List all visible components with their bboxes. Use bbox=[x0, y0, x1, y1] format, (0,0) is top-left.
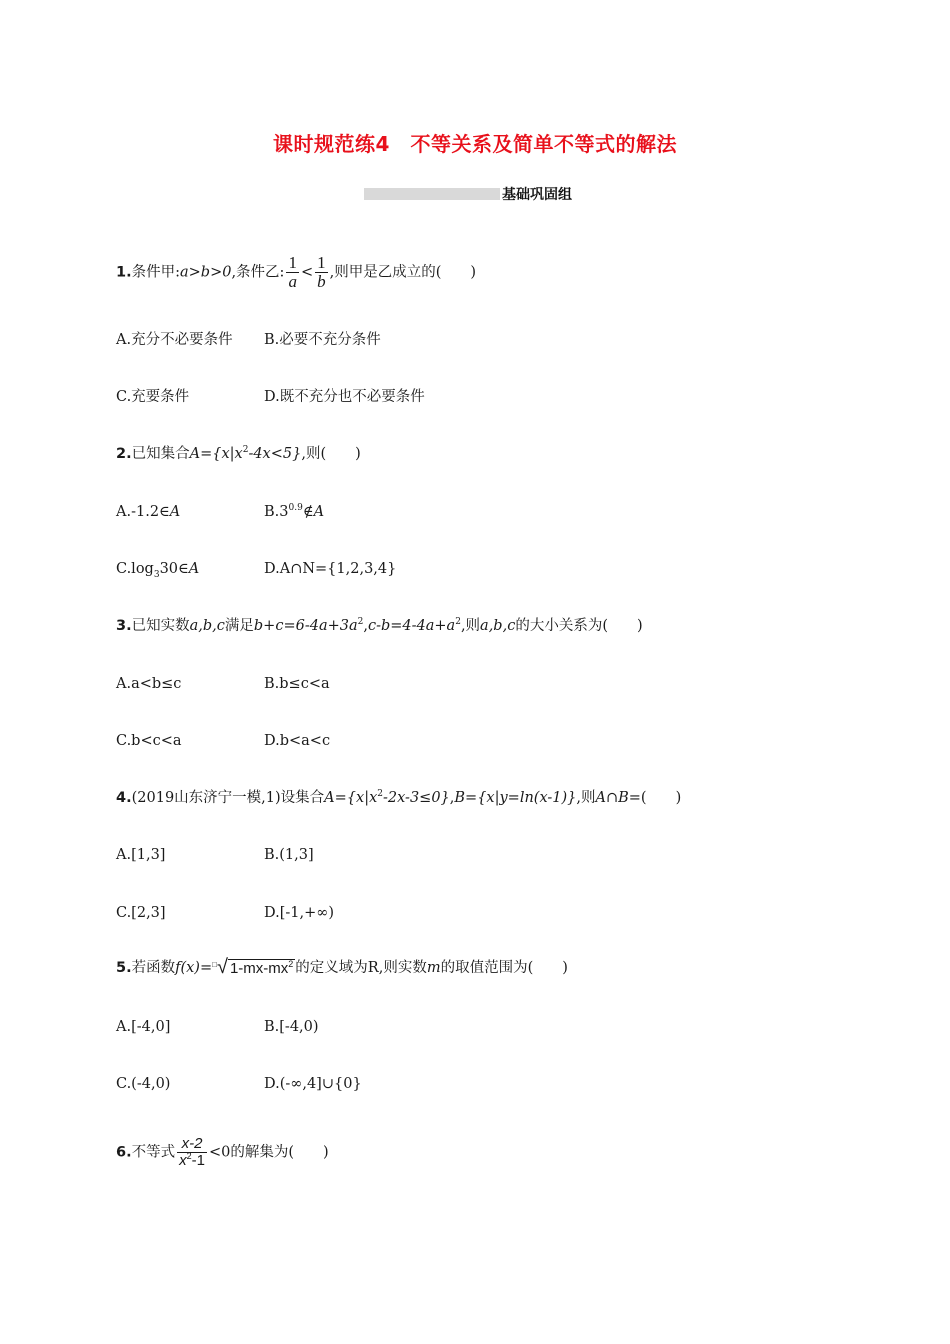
q1-option-b: B.必要不充分条件 bbox=[264, 332, 381, 348]
q5-option-a: A.[-4,0] bbox=[116, 1019, 171, 1035]
q5-option-c: C.(-4,0) bbox=[116, 1076, 171, 1092]
q3-option-c: C.b<c<a bbox=[116, 733, 182, 749]
q2-option-b: $B.3^{0.9}\notin A$ bbox=[264, 503, 325, 520]
question-2: 2.已知集合$A=\{x|x^2-4x<5\}$,则( ) bbox=[116, 445, 361, 462]
q1-option-d: D.既不充分也不必要条件 bbox=[264, 389, 425, 405]
section-bar bbox=[364, 188, 500, 200]
question-number: 6. bbox=[116, 1144, 132, 1161]
question-3: 3.已知实数a,b,c满足$b+c=6-4a+3a^2,c-b=4-4a+a^2$,则a,b,c的大小关系为( ) bbox=[116, 617, 643, 634]
q5-option-b: B.[-4,0) bbox=[264, 1019, 319, 1035]
question-number: 1. bbox=[116, 264, 132, 281]
q4-option-b: B.(1,3] bbox=[264, 847, 314, 863]
question-number: 4. bbox=[116, 790, 132, 806]
question-5: 5.若函数f(x)=□√ $1-mx-mx^2$ 的定义域为R,则实数m的取值范围为( ) bbox=[116, 956, 568, 978]
page-title: 课时规范练4 不等关系及简单不等式的解法 bbox=[273, 132, 677, 156]
q3-option-d: D.b<a<c bbox=[264, 733, 331, 749]
question-4: 4.(2019山东济宁一模,1)设集合$A=\{x|x^2-2x-3\le 0\},B=\{x|y=\ln(x-1)\}$,则A∩B=( ) bbox=[116, 789, 682, 806]
question-6: 6.不等式 $\frac{x-2}{x^2-1}$ <0的解集为( ) bbox=[116, 1135, 329, 1169]
fraction-inequality: $\frac{x-2}{x^2-1}$ bbox=[179, 1135, 205, 1169]
section-label: 基础巩固组 bbox=[502, 187, 572, 203]
q3-option-a: A.a<b≤c bbox=[116, 676, 182, 692]
question-1: 1.条件甲:a>b>0,条件乙: $\frac{1}{a}$ < $\frac{1}{b}$ ,则甲是乙成立的( ) bbox=[116, 253, 477, 291]
q1-option-a: A.充分不必要条件 bbox=[116, 332, 233, 348]
q5-option-d: D.(-∞,4]∪{0} bbox=[264, 1076, 362, 1092]
question-number: 3. bbox=[116, 618, 132, 634]
question-number: 2. bbox=[116, 446, 132, 462]
q4-option-a: A.[1,3] bbox=[116, 847, 166, 863]
square-root: □√ $1-mx-mx^2$ bbox=[212, 956, 294, 978]
q4-option-c: C.[2,3] bbox=[116, 905, 166, 921]
q2-option-d: D.A∩N={1,2,3,4} bbox=[264, 561, 397, 577]
fraction-1-over-b: $\frac{1}{b}$ bbox=[317, 253, 326, 291]
q4-option-d: D.[-1,+∞) bbox=[264, 905, 334, 921]
q3-option-b: B.b≤c<a bbox=[264, 676, 330, 692]
fraction-1-over-a: $\frac{1}{a}$ bbox=[288, 253, 297, 291]
q2-option-c: $C.\log_330\in A$ bbox=[116, 561, 200, 580]
q1-option-c: C.充要条件 bbox=[116, 389, 190, 405]
question-number: 5. bbox=[116, 960, 132, 976]
q2-option-a: A.-1.2∈A bbox=[116, 504, 181, 520]
